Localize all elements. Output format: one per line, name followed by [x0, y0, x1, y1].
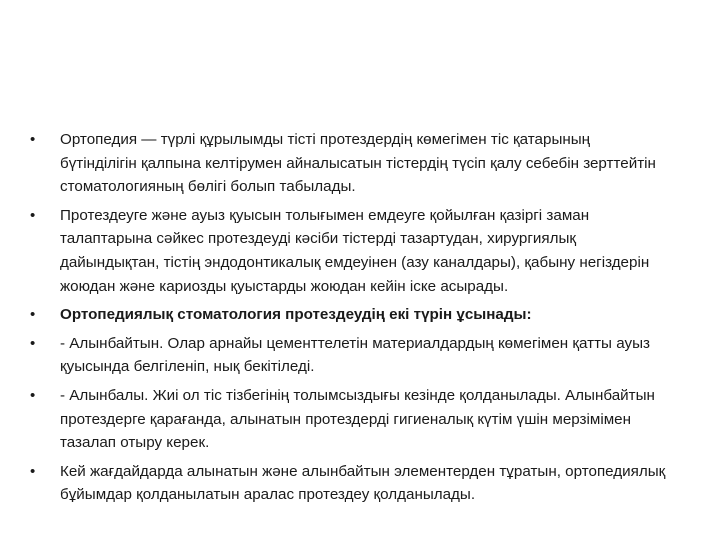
bullet-item-2 — [30, 204, 670, 298]
bullet-item-3 — [30, 303, 670, 327]
bullet-marker: • — [30, 462, 36, 480]
bullet-text: Кей жағдайдарда алынатын және алынбайтын элементерден тұратын, ортопедиялық бұйымдар қолданылатын аралас протездеу қолданылады. — [60, 462, 666, 504]
bullet-item-6 — [30, 460, 670, 507]
bullet-marker: • — [30, 206, 36, 224]
bullet-item-4 — [30, 332, 670, 379]
bullet-text: - Алынбалы. Жиі ол тіс тізбегінің толымсыздығы кезінде қолданылады. Алынбайтын протездерге қарағанда, алынатын протездерді гигиеналық күтім үшін мерзімімен тазалап отыру керек. — [60, 386, 655, 452]
bullet-marker: • — [30, 386, 36, 404]
bullet-marker: • — [30, 306, 36, 324]
bullet-text: Протездеуге және ауыз қуысын толығымен емдеуге қойылған қазіргі заман талаптарына сәйкес протездеуді кәсіби тістерді тазартудан, хирургиялық дайындықтан, тістің эндодонтикалық емдеуінен (азу каналдары), қабыну негіздерін жоюдан және кариозды қуыстарды жоюдан кейін іске асырады. — [60, 206, 650, 295]
bullet-marker: • — [30, 131, 36, 148]
bullet-list — [30, 128, 670, 512]
bullet-marker: • — [30, 334, 36, 352]
bullet-text: - Алынбайтын. Олар арнайы цементтелетін материалдардың көмегімен қатты ауыз қуысында белгіленіп, нық бекітіледі. — [60, 334, 650, 376]
bullet-item-1 — [30, 128, 670, 199]
bullet-text: Ортопедия — түрлі құрылымды тісті протездердің көмегімен тіс қатарының бүтінділігін қалпына келтірумен айналысатын тістердің түсіп қалу себебін зерттейтін стоматологияның бөлігі болып табылады. — [60, 131, 656, 196]
bullet-item-5 — [30, 384, 670, 455]
bullet-text: Ортопедиялық стоматология протездеудің екі түрін ұсынады: — [60, 306, 532, 324]
